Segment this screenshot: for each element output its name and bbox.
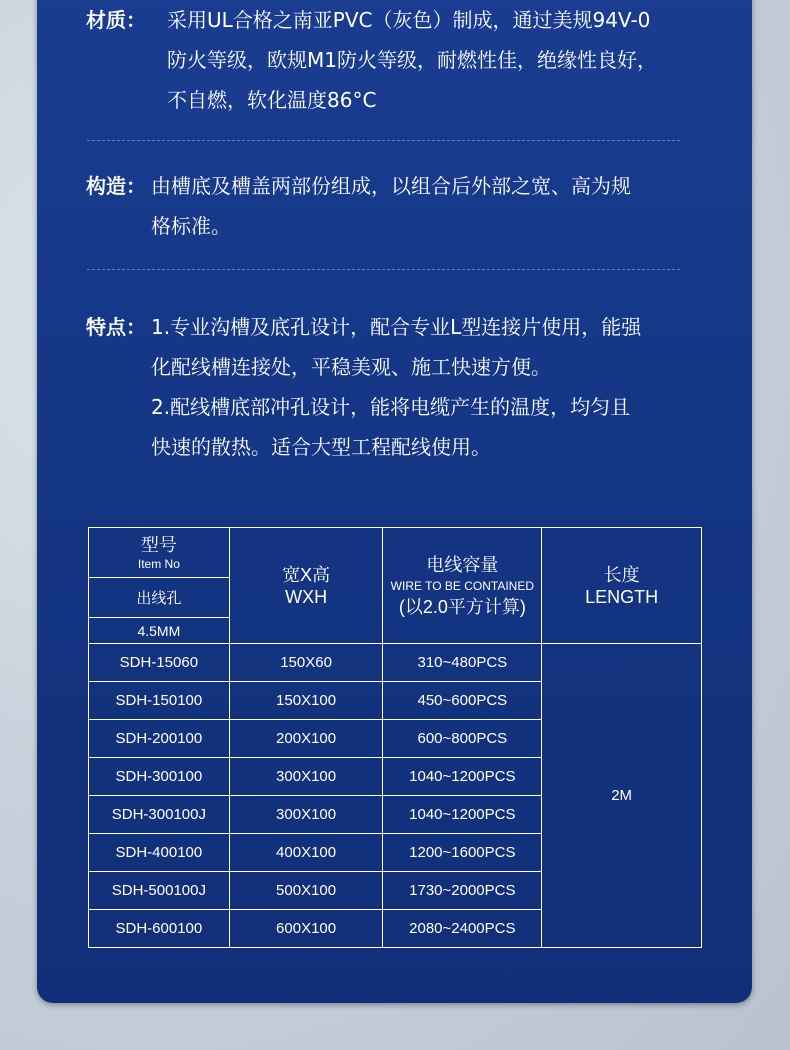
size-cell: 400X100 bbox=[229, 834, 383, 872]
size-cell: 200X100 bbox=[229, 720, 383, 758]
model-cell: SDH-300100 bbox=[89, 758, 230, 796]
capacity-cell: 1200~1600PCS bbox=[383, 834, 542, 872]
capacity-header-en: WIRE TO BE CONTAINED bbox=[390, 578, 535, 593]
table-header-row bbox=[89, 528, 702, 578]
structure-label: 构造： bbox=[86, 174, 146, 198]
structure-line: 格标准。 bbox=[151, 214, 231, 238]
size-cell: 300X100 bbox=[229, 758, 383, 796]
model-cell: SDH-500100J bbox=[89, 872, 230, 910]
size-cell: 300X100 bbox=[229, 796, 383, 834]
structure-section bbox=[86, 166, 631, 246]
features-line: 快速的散热。适合大型工程配线使用。 bbox=[151, 435, 491, 459]
length-header-en: LENGTH bbox=[585, 586, 659, 607]
material-line: 防火等级，欧规M1防火等级，耐燃性佳，绝缘性良好， bbox=[167, 48, 657, 72]
model-header bbox=[89, 528, 230, 578]
size-cell: 150X100 bbox=[229, 682, 383, 720]
features-line: 化配线槽连接处，平稳美观、施工快速方便。 bbox=[151, 355, 551, 379]
features-label: 特点： bbox=[86, 315, 146, 339]
length-value-cell: 2M bbox=[542, 644, 702, 948]
length-header-cn: 长度 bbox=[603, 564, 640, 585]
capacity-header-cn: 电线容量 bbox=[426, 554, 499, 575]
capacity-cell: 600~800PCS bbox=[383, 720, 542, 758]
model-header-en: Item No bbox=[137, 556, 180, 571]
size-header bbox=[229, 528, 383, 644]
material-section bbox=[86, 0, 657, 120]
features-section bbox=[86, 307, 641, 467]
features-line: 2.配线槽底部冲孔设计，能将电缆产生的温度，均匀且 bbox=[151, 395, 631, 419]
size-cell: 150X60 bbox=[229, 644, 383, 682]
capacity-cell: 450~600PCS bbox=[383, 682, 542, 720]
features-line: 1.专业沟槽及底孔设计，配合专业L型连接片使用，能强 bbox=[151, 315, 642, 339]
capacity-cell: 310~480PCS bbox=[383, 644, 542, 682]
capacity-cell: 1730~2000PCS bbox=[383, 872, 542, 910]
size-header-cn: 宽X高 bbox=[282, 564, 331, 585]
model-cell: SDH-400100 bbox=[89, 834, 230, 872]
structure-line: 由槽底及槽盖两部份组成，以组合后外部之宽、高为规 bbox=[151, 174, 631, 198]
model-header-cn: 型号 bbox=[140, 534, 177, 555]
capacity-cell: 1040~1200PCS bbox=[383, 758, 542, 796]
material-label: 材质： bbox=[86, 8, 146, 32]
material-line: 采用UL合格之南亚PVC（灰色）制成，通过美规94V-0 bbox=[167, 8, 651, 32]
section-divider bbox=[87, 140, 680, 141]
capacity-cell: 2080~2400PCS bbox=[383, 910, 542, 948]
model-cell: SDH-600100 bbox=[89, 910, 230, 948]
model-cell: SDH-15060 bbox=[89, 644, 230, 682]
model-cell: SDH-200100 bbox=[89, 720, 230, 758]
size-header-en: WXH bbox=[285, 586, 328, 607]
length-header bbox=[542, 528, 702, 644]
hole-value-cell: 4.5MM bbox=[89, 618, 230, 644]
capacity-header bbox=[383, 528, 542, 644]
size-cell: 600X100 bbox=[229, 910, 383, 948]
hole-label-cell: 出线孔 bbox=[89, 578, 230, 618]
model-cell: SDH-150100 bbox=[89, 682, 230, 720]
table-row bbox=[89, 644, 702, 682]
capacity-header-note: (以2.0平方计算) bbox=[398, 596, 526, 617]
material-line: 不自燃，软化温度86°C bbox=[167, 88, 377, 112]
size-cell: 500X100 bbox=[229, 872, 383, 910]
capacity-cell: 1040~1200PCS bbox=[383, 796, 542, 834]
model-cell: SDH-300100J bbox=[89, 796, 230, 834]
spec-table bbox=[88, 527, 702, 948]
section-divider bbox=[87, 269, 680, 270]
